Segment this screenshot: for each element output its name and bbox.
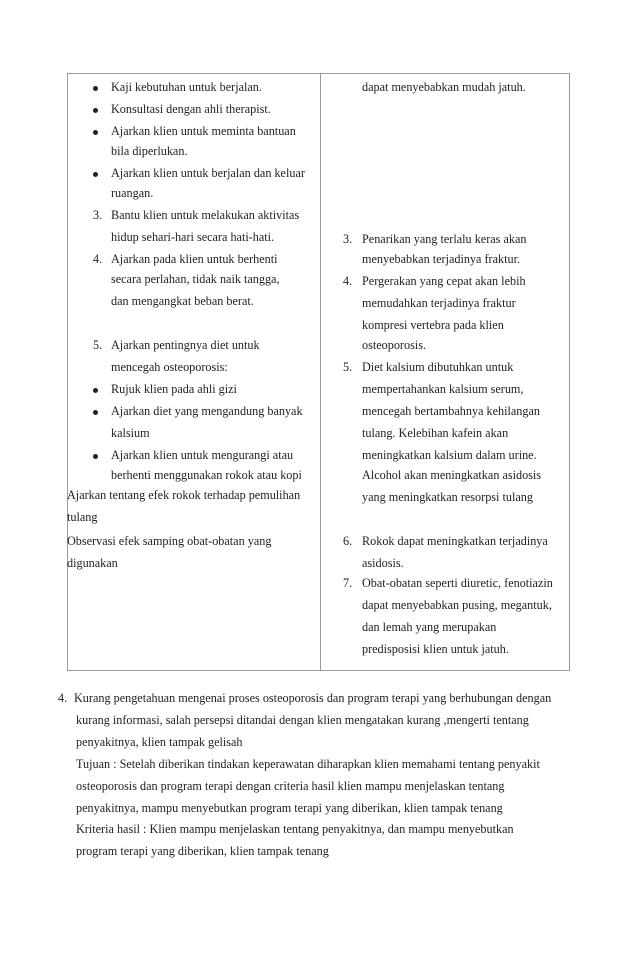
left-list-number: 4.	[93, 252, 103, 266]
left-list-item-text: Ajarkan klien untuk mengurangi atau	[111, 448, 294, 462]
right-plain-text: dapat menyebabkan mudah jatuh.	[362, 80, 526, 94]
right-list-item-text: asidosis.	[362, 556, 404, 570]
table-column-divider	[320, 73, 321, 671]
right-list-item-text: Rokok dapat meningkatkan terjadinya	[362, 534, 548, 548]
bullet-icon	[93, 108, 98, 113]
right-list-item-text: yang meningkatkan resorpsi tulang	[362, 490, 533, 504]
left-list-item-text: berhenti menggunakan rokok atau kopi	[111, 468, 302, 482]
bullet-icon	[93, 454, 98, 459]
left-list-number: 3.	[93, 208, 103, 222]
section-4-number: 4.	[58, 691, 68, 705]
right-list-item-text: Alcohol akan meningkatkan asidosis	[362, 468, 542, 482]
left-list-item-text: Ajarkan klien untuk berjalan dan keluar	[111, 166, 305, 180]
right-list-item-text: Obat-obatan seperti diuretic, fenotiazin	[362, 576, 553, 590]
right-list-number: 7.	[343, 576, 353, 590]
left-list-item-text: Bantu klien untuk melakukan aktivitas	[111, 208, 300, 222]
right-list-item-text: menyebabkan terjadinya fraktur.	[362, 252, 521, 266]
right-list-item-text: mencegah bertambahnya kehilangan	[362, 404, 540, 418]
left-plain-text: Ajarkan tentang efek rokok terhadap pemulihan	[67, 488, 301, 502]
left-list-item-text: Rujuk klien pada ahli gizi	[111, 382, 237, 396]
section-4-line: Tujuan : Setelah diberikan tindakan keperawatan diharapkan klien memahami tentang penyakit	[76, 757, 540, 771]
bullet-icon	[93, 130, 98, 135]
right-list-item-text: dan lemah yang merupakan	[362, 620, 497, 634]
bullet-icon	[93, 410, 98, 415]
right-list-item-text: meningkatkan kalsium dalam urine.	[362, 448, 537, 462]
right-list-number: 5.	[343, 360, 353, 374]
bullet-icon	[93, 86, 98, 91]
left-list-item-text: Konsultasi dengan ahli therapist.	[111, 102, 271, 116]
bullet-icon	[93, 172, 98, 177]
left-list-item-text: dan mengangkat beban berat.	[111, 294, 254, 308]
section-4-line: penyakitnya, klien tampak gelisah	[76, 735, 243, 749]
left-list-item-text: Ajarkan klien untuk meminta bantuan	[111, 124, 296, 138]
section-4-line: kurang informasi, salah persepsi ditandai dengan klien mengatakan kurang ,mengerti tentang	[76, 713, 529, 727]
right-list-item-text: Diet kalsium dibutuhkan untuk	[362, 360, 514, 374]
left-plain-text: digunakan	[67, 556, 118, 570]
section-4-line: Kurang pengetahuan mengenai proses osteoporosis dan program terapi yang berhubungan dengan	[74, 691, 552, 705]
left-list-item-text: kalsium	[111, 426, 150, 440]
right-list-item-text: memudahkan terjadinya fraktur	[362, 296, 516, 310]
left-list-item-text: ruangan.	[111, 186, 154, 200]
left-plain-text: tulang	[67, 510, 98, 524]
right-list-number: 4.	[343, 274, 353, 288]
bullet-icon	[93, 388, 98, 393]
left-list-item-text: mencegah osteoporosis:	[111, 360, 228, 374]
right-list-item-text: Pergerakan yang cepat akan lebih	[362, 274, 526, 288]
right-list-number: 6.	[343, 534, 353, 548]
left-list-item-text: Ajarkan pada klien untuk berhenti	[111, 252, 278, 266]
right-list-item-text: Penarikan yang terlalu keras akan	[362, 232, 527, 246]
right-list-item-text: mempertahankan kalsium serum,	[362, 382, 524, 396]
right-list-item-text: tulang. Kelebihan kafein akan	[362, 426, 509, 440]
left-list-item-text: bila diperlukan.	[111, 144, 188, 158]
section-4-line: program terapi yang diberikan, klien tampak tenang	[76, 844, 329, 858]
left-list-item-text: Ajarkan pentingnya diet untuk	[111, 338, 260, 352]
right-list-number: 3.	[343, 232, 353, 246]
right-list-item-text: dapat menyebabkan pusing, megantuk,	[362, 598, 552, 612]
left-list-item-text: secara perlahan, tidak naik tangga,	[111, 272, 280, 286]
left-list-number: 5.	[93, 338, 103, 352]
section-4-line: osteoporosis dan program terapi dengan criteria hasil klien mampu menjelaskan tentang	[76, 779, 505, 793]
left-list-item-text: Ajarkan diet yang mengandung banyak	[111, 404, 303, 418]
left-list-item-text: hidup sehari-hari secara hati-hati.	[111, 230, 275, 244]
left-list-item-text: Kaji kebutuhan untuk berjalan.	[111, 80, 262, 94]
section-4-line: Kriteria hasil : Klien mampu menjelaskan tentang penyakitnya, dan mampu menyebutkan	[76, 822, 514, 836]
left-plain-text: Observasi efek samping obat-obatan yang	[67, 534, 272, 548]
section-4-line: penyakitnya, mampu menyebutkan program terapi yang diberikan, klien tampak tenang	[76, 801, 503, 815]
right-list-item-text: osteoporosis.	[362, 338, 426, 352]
right-list-item-text: predisposisi klien untuk jatuh.	[362, 642, 509, 656]
right-list-item-text: kompresi vertebra pada klien	[362, 318, 504, 332]
